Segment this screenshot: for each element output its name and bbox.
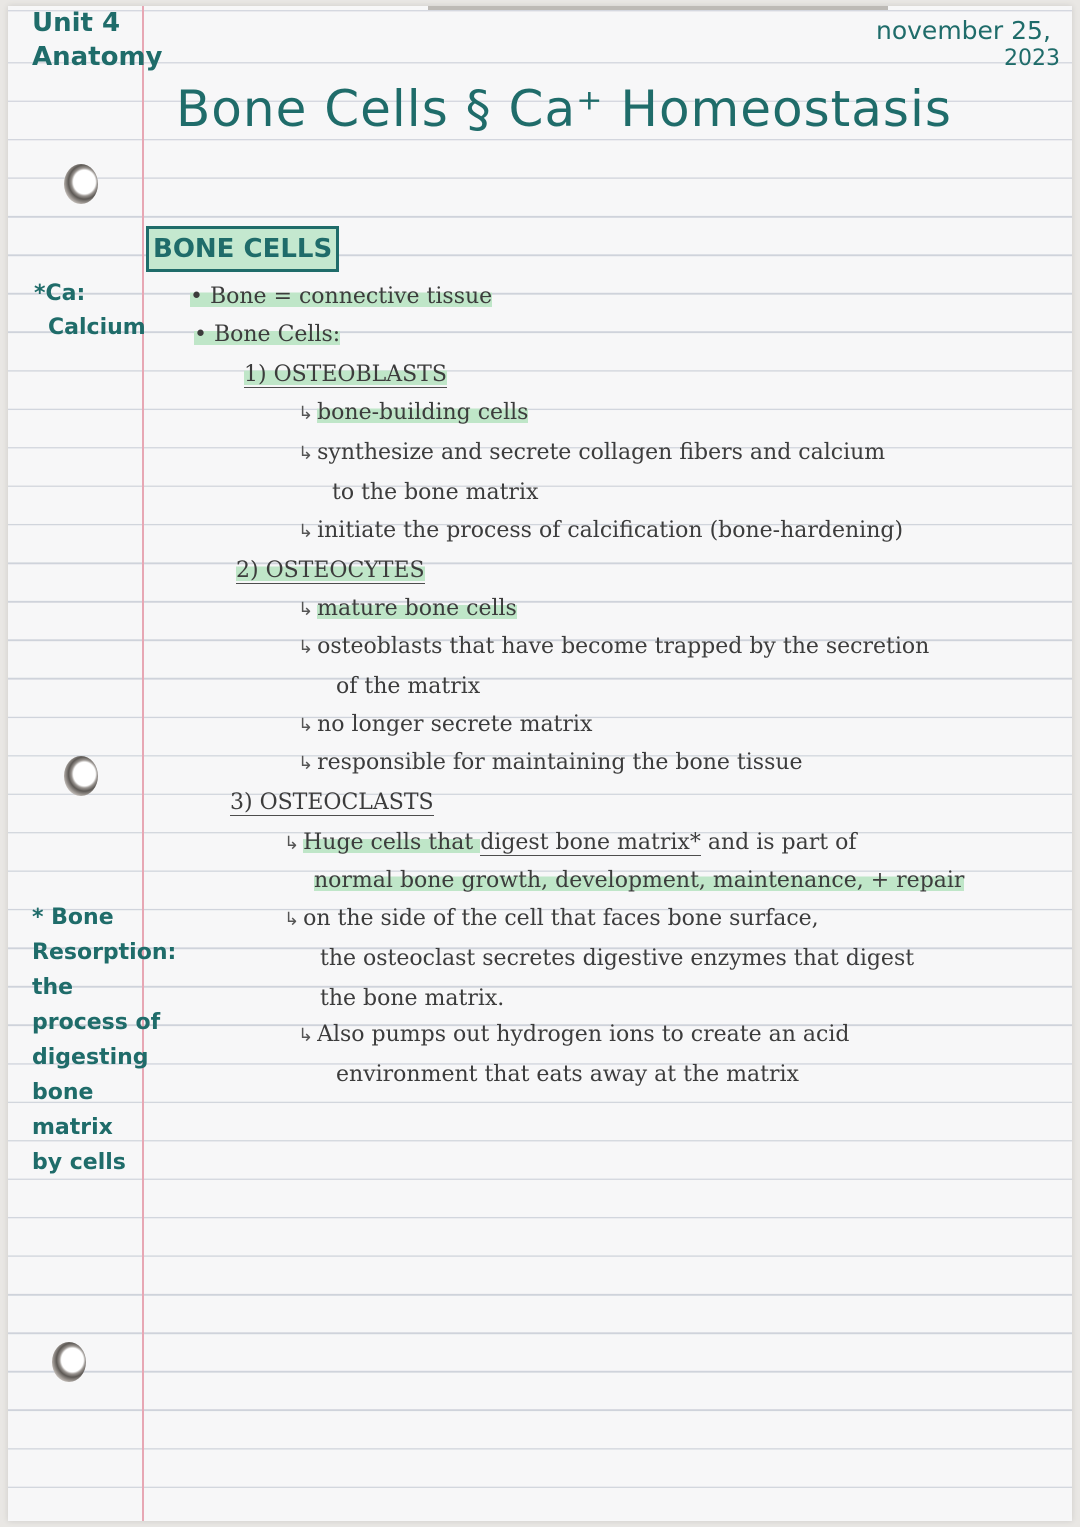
notebook-page: [8, 6, 1072, 1521]
resorption-note-line: process of: [32, 1010, 161, 1035]
arrow-icon: ↳: [284, 909, 300, 930]
resorption-note-line: the: [32, 975, 74, 1000]
osteoclasts-text: Also pumps out hydrogen ions to create an acid: [317, 1022, 850, 1047]
osteocytes-item: of the matrix: [336, 674, 481, 699]
binder-hole: [52, 1342, 86, 1382]
section-heading: BONE CELLS: [146, 226, 339, 272]
binder-hole: [64, 756, 98, 796]
resorption-note-line: Resorption:: [32, 940, 177, 965]
osteoblasts-item: bone-building cells: [317, 400, 529, 425]
arrow-icon: ↳: [298, 443, 314, 464]
osteoblasts-item: initiate the process of calcification (bone-hardening): [317, 518, 904, 543]
osteoclasts-text: the bone matrix.: [320, 986, 505, 1011]
osteoclasts-text: normal bone growth, development, maintenance, + repair: [314, 868, 965, 893]
ca-label: *Ca:: [34, 281, 86, 306]
ca-value: Calcium: [48, 315, 146, 340]
osteocytes-item: responsible for maintaining the bone tissue: [317, 750, 803, 775]
date-line-1: november 25,: [876, 16, 1051, 45]
arrow-icon: ↳: [298, 637, 314, 658]
unit-label: Unit 4: [32, 8, 121, 38]
bullet-bone-cells: • Bone Cells:: [194, 322, 341, 347]
osteoblasts-item: to the bone matrix: [332, 480, 539, 505]
osteoclasts-text: the osteoclast secretes digestive enzymes that digest: [320, 946, 915, 971]
subject-label: Anatomy: [32, 42, 163, 72]
resorption-note-line: bone: [32, 1080, 94, 1105]
osteoblasts-heading: 1) OSTEOBLASTS: [244, 362, 447, 387]
resorption-note-line: matrix: [32, 1115, 113, 1140]
osteoblasts-item: synthesize and secrete collagen fibers and calcium: [317, 440, 886, 465]
osteoclasts-text: on the side of the cell that faces bone surface,: [303, 906, 819, 931]
resorption-note-line: digesting: [32, 1045, 149, 1070]
osteocytes-heading: 2) OSTEOCYTES: [236, 558, 425, 583]
resorption-note-line: * Bone: [32, 905, 114, 930]
bullet-bone: • Bone = connective tissue: [190, 284, 493, 309]
osteocytes-item: osteoblasts that have become trapped by the secretion: [317, 634, 930, 659]
resorption-note-line: by cells: [32, 1150, 126, 1175]
arrow-icon: ↳: [284, 833, 300, 854]
osteoclasts-text: environment that eats away at the matrix: [336, 1062, 799, 1087]
osteocytes-item: mature bone cells: [317, 596, 517, 621]
page-title: Bone Cells § Ca⁺ Homeostasis: [176, 80, 952, 138]
date-line-2: 2023: [1004, 46, 1060, 71]
arrow-icon: ↳: [298, 753, 314, 774]
arrow-icon: ↳: [298, 521, 314, 542]
osteoclasts-heading: 3) OSTEOCLASTS: [230, 790, 434, 815]
page-top-edge: [428, 6, 888, 10]
arrow-icon: ↳: [298, 403, 314, 424]
margin-line: [142, 6, 144, 1521]
binder-hole: [64, 164, 98, 204]
osteocytes-item: no longer secrete matrix: [317, 712, 593, 737]
arrow-icon: ↳: [298, 715, 314, 736]
arrow-icon: ↳: [298, 599, 314, 620]
osteoclasts-text: Huge cells that: [303, 830, 481, 855]
arrow-icon: ↳: [298, 1025, 314, 1046]
osteoclasts-text-underlined: digest bone matrix*: [480, 830, 701, 855]
osteoclasts-text: and is part of: [700, 830, 857, 855]
